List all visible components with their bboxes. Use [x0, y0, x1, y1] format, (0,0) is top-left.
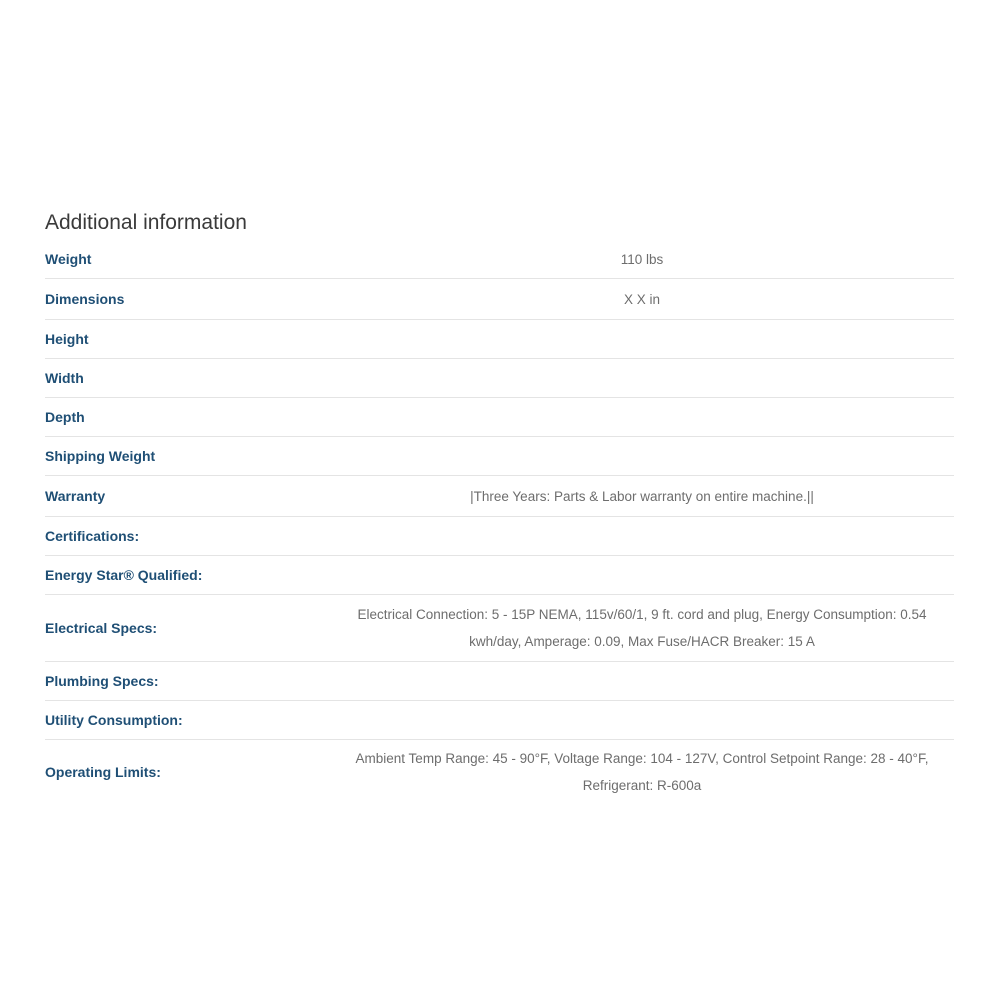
- attribute-row-energy-star: [45, 556, 954, 595]
- attribute-label: Operating Limits:: [45, 764, 161, 780]
- attribute-value: [330, 398, 954, 437]
- section-title: Additional information: [45, 211, 247, 234]
- attribute-value: [330, 359, 954, 398]
- attributes-table: [45, 240, 954, 804]
- attribute-label: Energy Star® Qualified:: [45, 556, 330, 595]
- attribute-value: Electrical Connection: 5 - 15P NEMA, 115v/60/1, 9 ft. cord and plug, Energy Consumption: 0.54 kwh/day, Amperage: 0.09, Max Fuse/HACR Breaker: 15 A: [330, 595, 954, 662]
- attribute-value: 110 lbs: [330, 240, 954, 279]
- attribute-label: Electrical Specs:: [45, 595, 330, 662]
- attribute-row-height: [45, 320, 954, 359]
- attribute-label: Height: [45, 320, 330, 359]
- attribute-value: X X in: [330, 279, 954, 320]
- attribute-label: Certifications:: [45, 517, 330, 556]
- attribute-label: Width: [45, 359, 330, 398]
- attribute-label: Plumbing Specs:: [45, 662, 330, 701]
- attribute-value: [330, 517, 954, 556]
- attribute-label: Warranty: [45, 476, 330, 517]
- attribute-value: Ambient Temp Range: 45 - 90°F, Voltage Range: 104 - 127V, Control Setpoint Range: 28 - 40°F, Refrigerant: R-600a: [355, 751, 929, 793]
- additional-information-section: [45, 208, 954, 804]
- attribute-row-shipping-weight: [45, 437, 954, 476]
- attribute-label: Depth: [45, 398, 330, 437]
- attribute-label: Weight: [45, 240, 330, 279]
- attribute-row-warranty: [45, 476, 954, 517]
- attribute-value: [330, 437, 954, 476]
- attribute-value: |Three Years: Parts & Labor warranty on entire machine.||: [330, 476, 954, 517]
- attribute-row-weight: [45, 240, 954, 279]
- attribute-row-utility-consumption: [45, 701, 954, 740]
- attribute-value: [330, 320, 954, 359]
- attribute-row-depth: [45, 398, 954, 437]
- attribute-value: [330, 556, 954, 595]
- attribute-row-certifications: [45, 517, 954, 556]
- attribute-value: [330, 701, 954, 740]
- attribute-value: [330, 662, 954, 701]
- attribute-label: Utility Consumption:: [45, 701, 330, 740]
- attribute-label: Dimensions: [45, 279, 330, 320]
- attribute-row-operating-limits: [45, 740, 954, 805]
- attribute-label: Shipping Weight: [45, 437, 330, 476]
- attribute-row-electrical-specs: [45, 595, 954, 662]
- attribute-row-dimensions: [45, 279, 954, 320]
- attribute-row-plumbing-specs: [45, 662, 954, 701]
- attribute-row-width: [45, 359, 954, 398]
